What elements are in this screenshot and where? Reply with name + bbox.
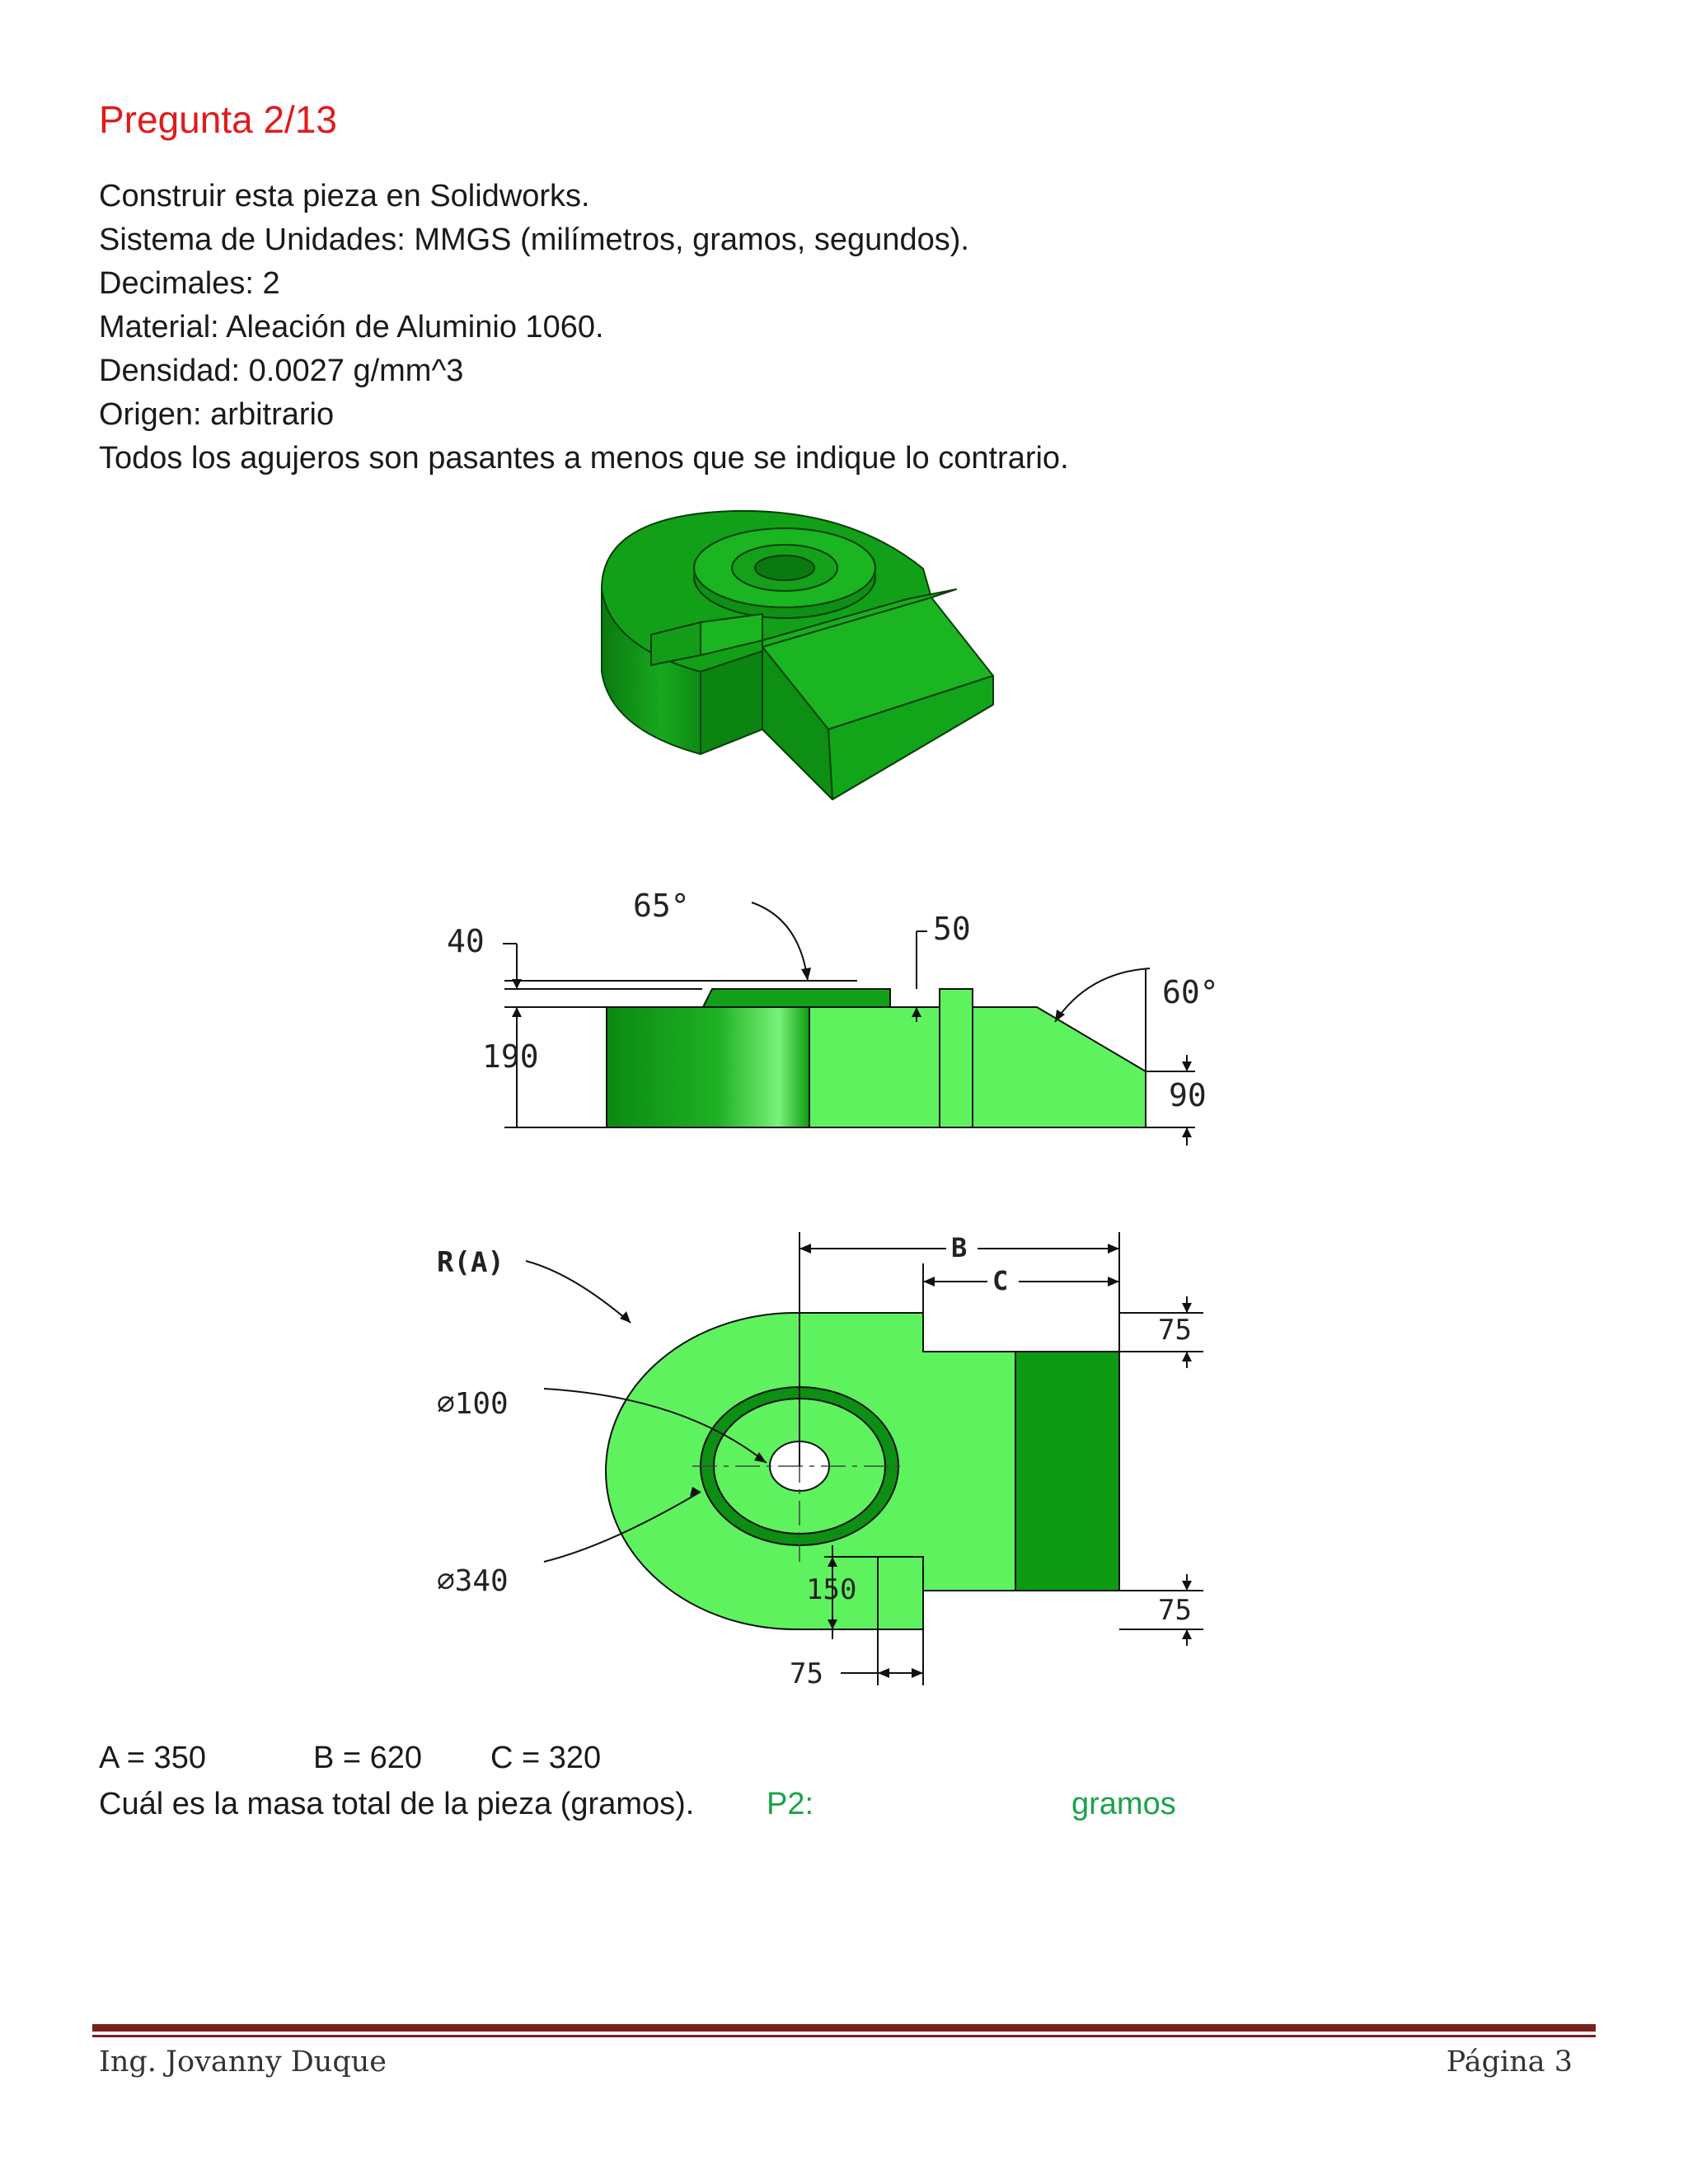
param-c: C = 320 bbox=[490, 1741, 602, 1775]
dim-50: 50 bbox=[933, 911, 971, 947]
label-c: C bbox=[992, 1265, 1009, 1296]
dim-75-top: 75 bbox=[1158, 1314, 1192, 1347]
dim-40: 40 bbox=[447, 923, 485, 959]
question-title: Pregunta 2/13 bbox=[99, 98, 338, 141]
footer-author: Ing. Jovanny Duque bbox=[99, 2046, 387, 2079]
front-cylinder-face bbox=[607, 1007, 809, 1127]
instruction-line: Decimales: 2 bbox=[99, 266, 280, 301]
front-block-face bbox=[809, 989, 1146, 1127]
top-view bbox=[412, 1199, 1278, 1718]
instruction-line: Construir esta pieza en Solidworks. bbox=[99, 179, 590, 213]
center-hole bbox=[755, 555, 814, 580]
instructions bbox=[99, 175, 1069, 480]
instruction-line: Origen: arbitrario bbox=[99, 397, 335, 432]
front-view bbox=[412, 865, 1278, 1162]
dim-90: 90 bbox=[1169, 1077, 1207, 1113]
footer-page-number: Página 3 bbox=[1446, 2046, 1573, 2079]
instruction-line: Material: Aleación de Aluminio 1060. bbox=[99, 310, 604, 344]
dim-75-bottom: 75 bbox=[1158, 1594, 1192, 1627]
footer-rule bbox=[92, 2024, 1596, 2032]
dim-65-angle: 65° bbox=[633, 888, 690, 924]
instruction-line: Todos los agujeros son pasantes a menos que se indique lo contrario. bbox=[99, 441, 1069, 476]
top-slot-tab bbox=[878, 1557, 923, 1629]
dim-75-slot: 75 bbox=[790, 1657, 823, 1690]
param-b: B = 620 bbox=[313, 1741, 423, 1775]
top-chamfer-band bbox=[1015, 1352, 1119, 1591]
label-diameter-340: ∅340 bbox=[437, 1564, 509, 1598]
dim-190: 190 bbox=[482, 1038, 539, 1075]
answer-label: P2: bbox=[767, 1787, 814, 1821]
instruction-line: Sistema de Unidades: MMGS (milímetros, gramos, segundos). bbox=[99, 223, 969, 257]
instruction-line: Densidad: 0.0027 g/mm^3 bbox=[99, 354, 464, 388]
dim-60-angle: 60° bbox=[1162, 974, 1219, 1010]
answer-unit: gramos bbox=[1071, 1787, 1176, 1821]
front-boss bbox=[703, 989, 890, 1007]
isometric-view bbox=[577, 482, 1104, 828]
label-b: B bbox=[951, 1232, 968, 1263]
footer-rule-thin bbox=[92, 2035, 1596, 2037]
label-diameter-100: ∅100 bbox=[437, 1387, 509, 1421]
dim-150: 150 bbox=[806, 1573, 857, 1606]
param-a: A = 350 bbox=[99, 1741, 206, 1775]
label-radius-a: R(A) bbox=[437, 1246, 504, 1279]
question-text: Cuál es la masa total de la pieza (gramos). bbox=[99, 1787, 695, 1821]
